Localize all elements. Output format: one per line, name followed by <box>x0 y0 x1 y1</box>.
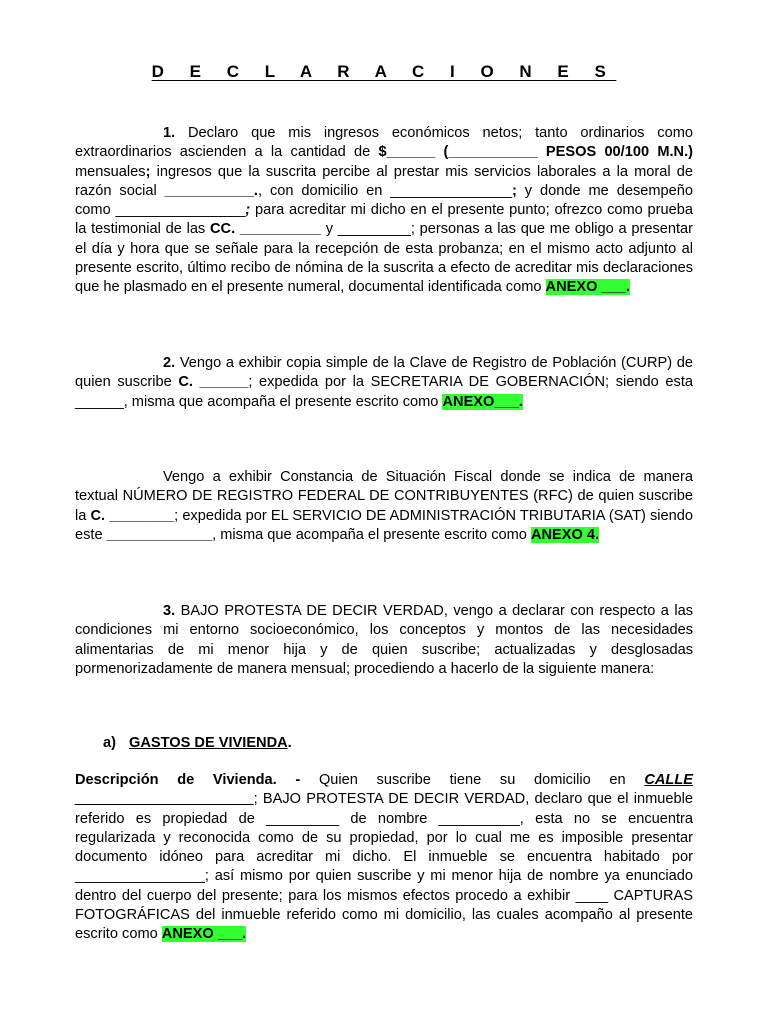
page-title: D E C L A R A C I O N E S <box>151 62 617 81</box>
anexo-highlight-2: ANEXO___. <box>442 393 523 410</box>
section-heading-vivienda: a) GASTOS DE VIVIENDA. <box>103 734 292 753</box>
rfc-name-field: C. ________ <box>90 507 175 524</box>
anexo-highlight-4: ANEXO ___. <box>161 926 247 943</box>
item-number-3: 3. <box>163 603 176 619</box>
anexo-highlight-1: ANEXO ___. <box>545 279 630 296</box>
paragraph-4: 3. BAJO PROTESTA DE DECIR VERDAD, vengo a declarar con respecto a las condiciones mi entorno socioeconómico, los conceptos y montos de las necesidades alimentarias de mi menor hija y de quien suscribe; actualizadas y desglosadas pormenorizadamente de manera mensual; procediendo a hacerlo de la siguiente manera: <box>75 603 693 677</box>
item-number-2: 2. <box>163 355 176 371</box>
paragraph-1: 1. Declaro que mis ingresos económicos netos; tanto ordinarios como extraordinarios ascienden a la cantidad de $______ (___________ PESOS 00/100 M.N.) mensuales; ingresos que la suscrita percibe al prestar mis servicios laborales a la moral de razón social ___________., con domicilio en _______________; y donde me desempeño como ________________; para acreditar mi dicho en el presente punto; ofrezco como prueba la testimonial de las CC. __________ y _________; personas a las que me obligo a presentar el día y hora que se señale para la recepción de esta probanza; en el mismo acto adjunto al presente escrito, último recibo de nómina de la suscrita a efecto de acreditar mis declaraciones que he plasmado en el presente numeral, documental identificada como ANEXO ___. <box>75 125 693 296</box>
razon-social-field: ___________. <box>164 182 258 199</box>
amount-field: $______ (___________ PESOS 00/100 M.N.) <box>378 144 693 161</box>
calle-field: CALLE ______________________ <box>75 772 693 808</box>
section-title: GASTOS DE VIVIENDA <box>129 735 288 751</box>
curp-name-field: C. ______ <box>178 374 249 391</box>
item-number-1: 1. <box>163 125 176 141</box>
rfc-blank: _____________ <box>106 526 213 543</box>
anexo-highlight-3: ANEXO 4. <box>530 526 600 543</box>
paragraph-2: 2. Vengo a exhibir copia simple de la Clave de Registro de Población (CURP) de quien suscribe C. ______; expedida por la SECRETARIA DE GOBERNACIÓN; siendo esta ______, misma que acompaña el presente escrito como ANEXO___. <box>75 355 693 410</box>
paragraph-3: Vengo a exhibir Constancia de Situación Fiscal donde se indica de manera textual NÚMERO DE REGISTRO FEDERAL DE CONTRIBUYENTES (RFC) de quien suscribe la C. ________; expedida por EL SERVICIO DE ADMINISTRACIÓN TRIBUTARIA (SAT) siendo este _____________, misma que acompaña el presente escrito como ANEXO 4. <box>75 469 693 543</box>
witness-field: CC. __________ <box>209 221 322 238</box>
paragraph-5: Descripción de Vivienda. - Quien suscribe tiene su domicilio en CALLE ______________________; BAJO PROTESTA DE DECIR VERDAD, declaro que el inmueble referido es propiedad de _________ de nombre __________, esta no se encuentra regularizada y reconocida como de su propiedad, por lo cual me es imposible presentar documento idóneo para acreditar mi dicho. El inmueble se encuentra habitado por ________________; así mismo por quien suscribe y mi menor hija de nombre ya enunciado dentro del cuerpo del presente; para los mismos efectos procedo a exhibir ____ CAPTURAS FOTOGRÁFICAS del inmueble referido como mi domicilio, las cuales acompaño al presente escrito como ANEXO ___. <box>75 772 693 943</box>
descripcion-label: Descripción de Vivienda. - <box>75 772 301 788</box>
section-label: a) <box>103 735 116 751</box>
